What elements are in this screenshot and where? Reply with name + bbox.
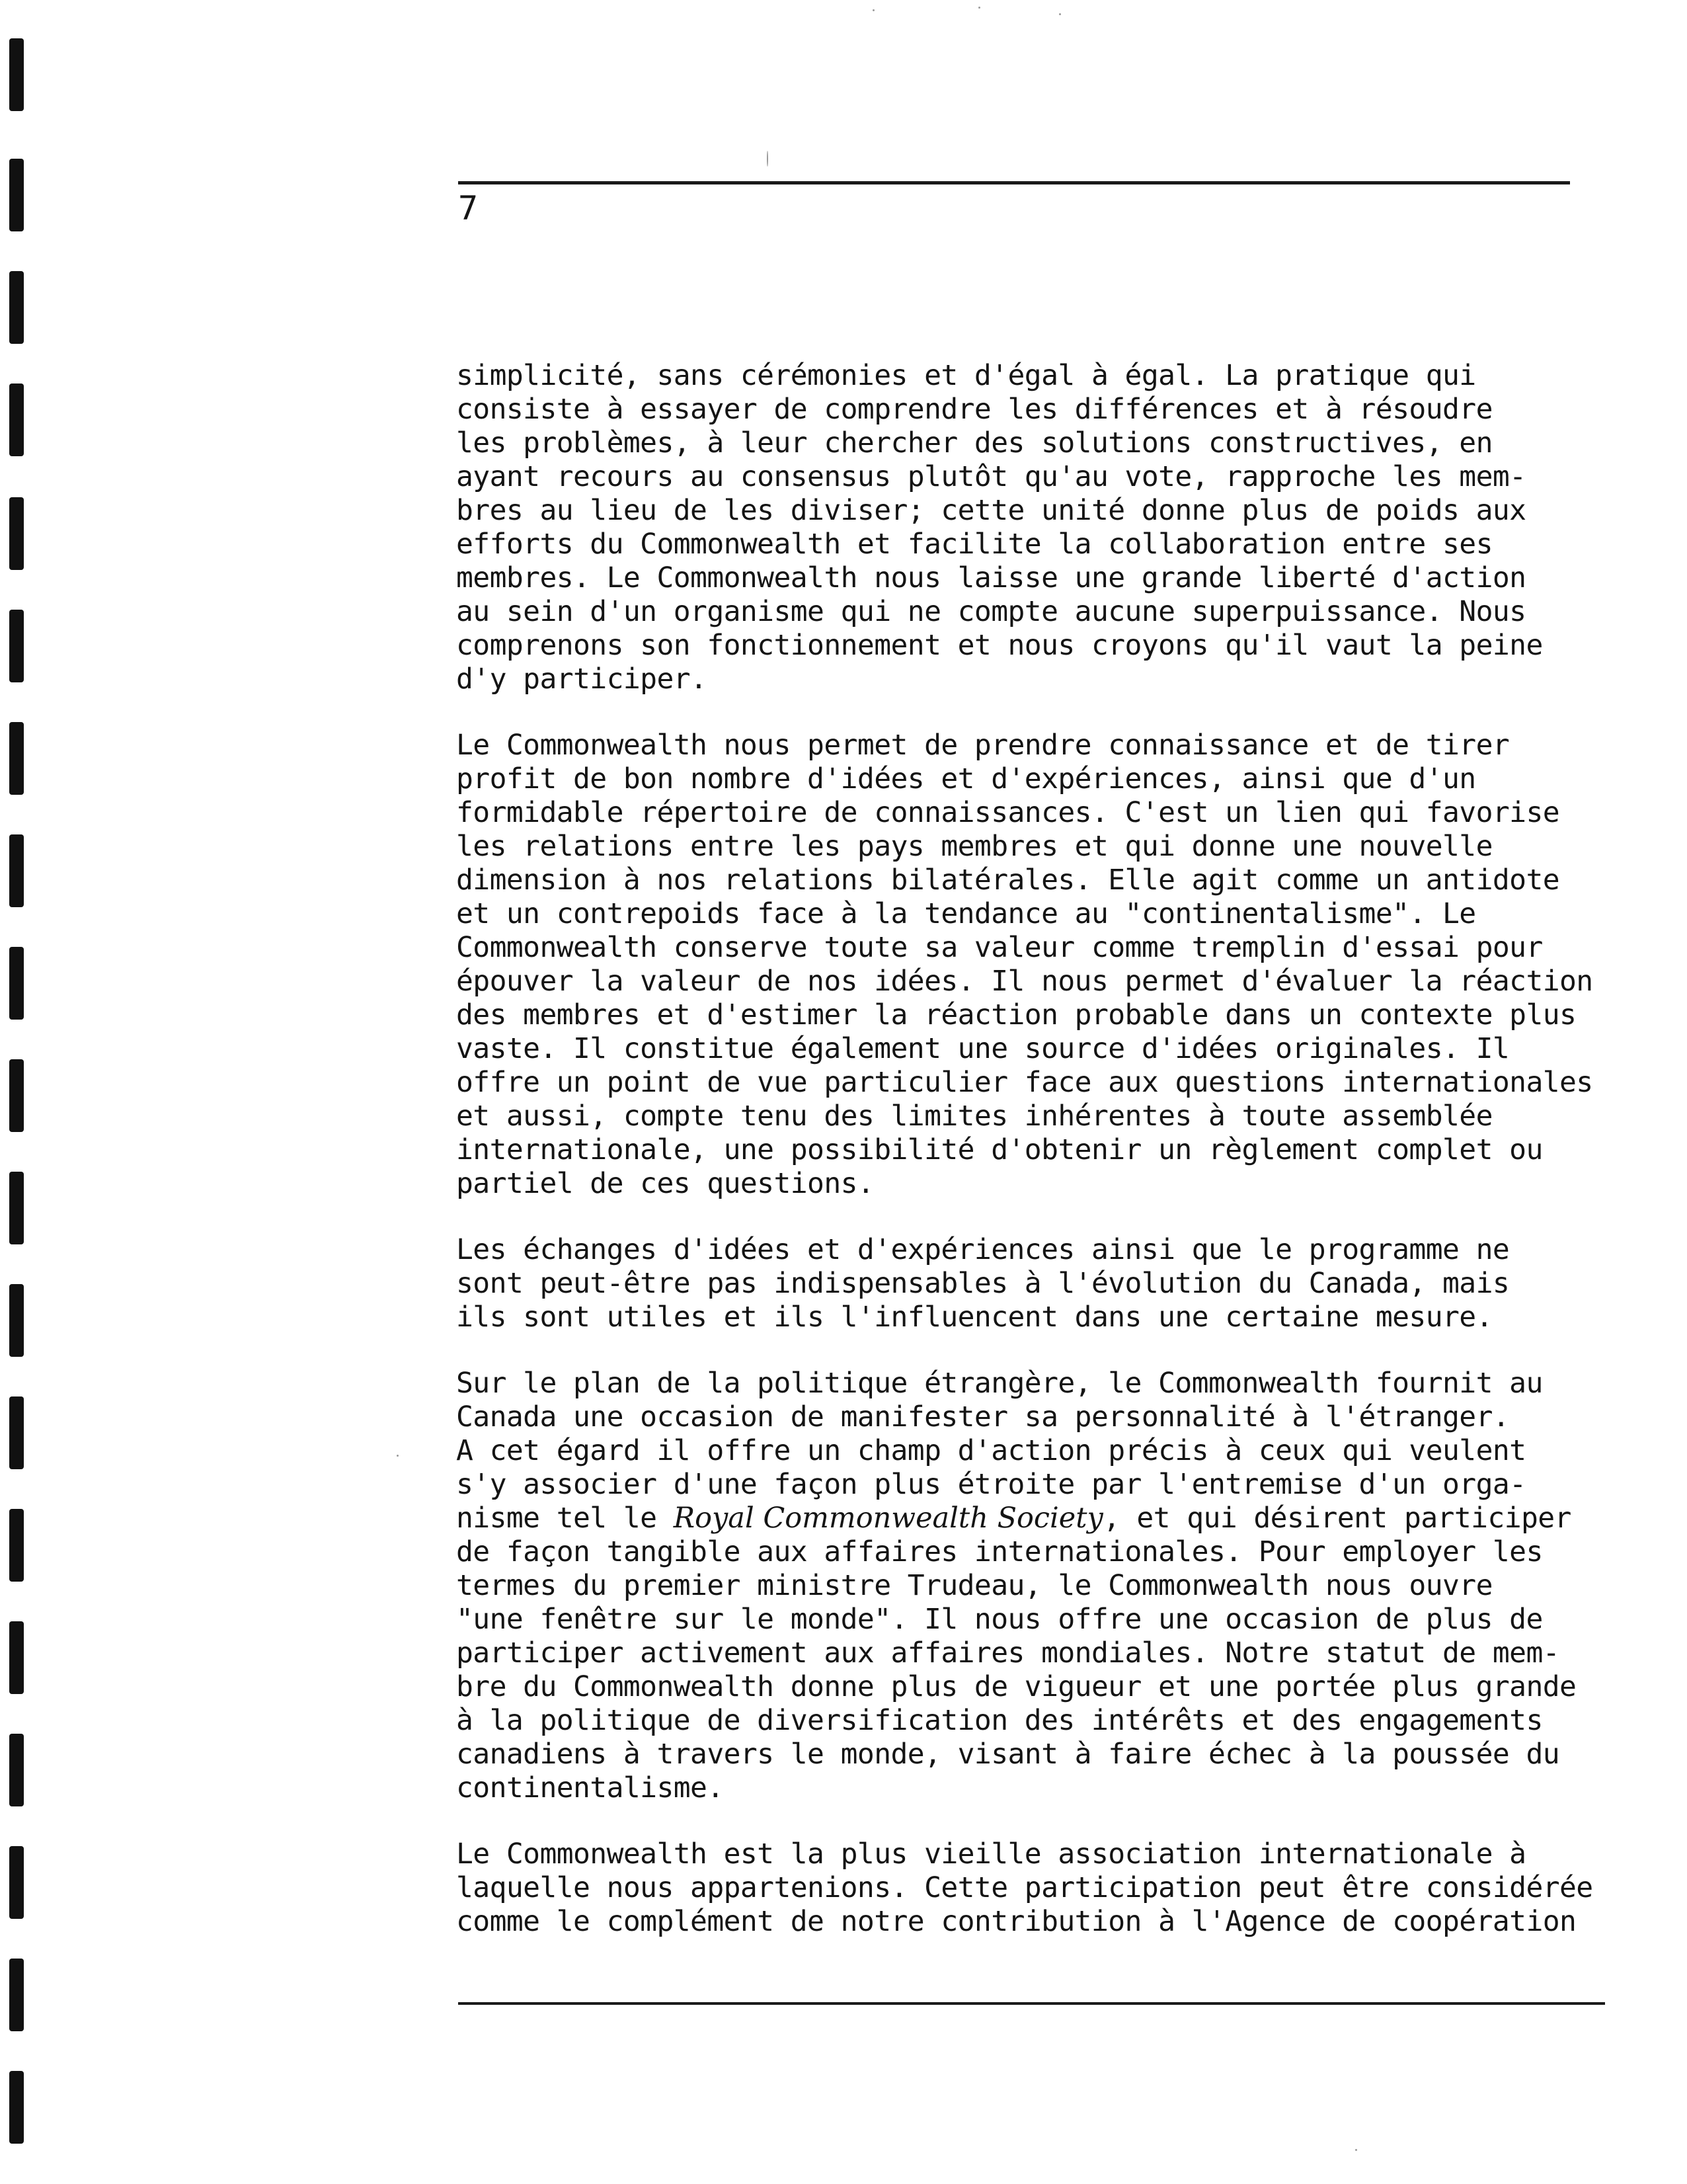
page-number: 7 <box>458 189 479 227</box>
scan-speck <box>1059 13 1061 15</box>
text-line: ayant recours au consensus plutôt qu'au vote, rapproche les mem- <box>456 460 1526 493</box>
text-line: A cet égard il offre un champ d'action précis à ceux qui veulent <box>456 1434 1526 1467</box>
text-segment: , et qui désirent participer <box>1103 1502 1571 1535</box>
paragraph-1 <box>456 359 1646 696</box>
scan-speck <box>873 9 875 11</box>
text-line: participer activement aux affaires mondiales. Notre statut de mem- <box>456 1637 1560 1670</box>
text-line: offre un point de vue particulier face aux questions internationales <box>456 1066 1593 1099</box>
binding-hole <box>9 947 24 1020</box>
text-line: internationale, une possibilité d'obtenir un règlement complet ou <box>456 1133 1543 1166</box>
text-line: simplicité, sans cérémonies et d'égal à égal. La pratique qui <box>456 359 1476 392</box>
paragraph-5 <box>456 1838 1646 1939</box>
text-line: formidable répertoire de connaissances. C'est un lien qui favorise <box>456 796 1560 829</box>
binding-hole <box>9 834 24 907</box>
binding-hole <box>9 38 24 111</box>
scan-speck <box>397 1455 399 1457</box>
text-line: profit de bon nombre d'idées et d'expériences, ainsi que d'un <box>456 762 1476 795</box>
text-line: membres. Le Commonwealth nous laisse une grande liberté d'action <box>456 561 1526 594</box>
text-line: épouver la valeur de nos idées. Il nous permet d'évaluer la réaction <box>456 965 1593 998</box>
binding-hole <box>9 497 24 570</box>
binding-hole <box>9 1059 24 1132</box>
paragraph-3 <box>456 1233 1646 1334</box>
text-line: à la politique de diversification des intérêts et des engagements <box>456 1704 1543 1737</box>
text-line: comprenons son fonctionnement et nous croyons qu'il vaut la peine <box>456 629 1543 662</box>
text-line: s'y associer d'une façon plus étroite par l'entremise d'un orga- <box>456 1468 1526 1501</box>
paragraph-2 <box>456 729 1646 1201</box>
binding-hole <box>9 1621 24 1694</box>
text-line: au sein d'un organisme qui ne compte aucune superpuissance. Nous <box>456 595 1526 628</box>
binding-hole <box>9 271 24 344</box>
binding-hole <box>9 1734 24 1806</box>
body-text <box>456 359 1646 1971</box>
text-line: "une fenêtre sur le monde". Il nous offre une occasion de plus de <box>456 1603 1543 1636</box>
binding-hole <box>9 610 24 682</box>
binding-hole <box>9 722 24 795</box>
text-line: ils sont utiles et ils l'influencent dans une certaine mesure. <box>456 1301 1493 1334</box>
binding-hole <box>9 159 24 231</box>
text-line: canadiens à travers le monde, visant à faire échec à la poussée du <box>456 1738 1560 1771</box>
binding-hole <box>9 1172 24 1244</box>
text-line: consiste à essayer de comprendre les différences et à résoudre <box>456 393 1493 426</box>
header-rule <box>458 181 1570 184</box>
text-line: et aussi, compte tenu des limites inhérentes à toute assemblée <box>456 1100 1493 1133</box>
text-line: Les échanges d'idées et d'expériences ainsi que le programme ne <box>456 1233 1510 1266</box>
scan-speck <box>978 7 980 9</box>
text-segment: nisme tel le <box>456 1502 674 1535</box>
text-line: efforts du Commonwealth et facilite la collaboration entre ses <box>456 528 1493 561</box>
binding-hole <box>9 1284 24 1357</box>
text-line: et un contrepoids face à la tendance au "continentalisme". Le <box>456 897 1476 930</box>
text-line: dimension à nos relations bilatérales. Elle agit comme un antidote <box>456 864 1560 897</box>
text-line: Sur le plan de la politique étrangère, le Commonwealth fournit au <box>456 1367 1543 1400</box>
text-line: comme le complément de notre contribution à l'Agence de coopération <box>456 1905 1577 1938</box>
society-name: Royal Commonwealth Society <box>673 1502 1103 1535</box>
text-line: les relations entre les pays membres et qui donne une nouvelle <box>456 830 1493 863</box>
text-line: vaste. Il constitue également une source d'idées originales. Il <box>456 1032 1510 1065</box>
text-line: bres au lieu de les diviser; cette unité donne plus de poids aux <box>456 494 1526 527</box>
binding-hole <box>9 1509 24 1582</box>
footer-rule <box>458 2002 1605 2005</box>
text-line: sont peut-être pas indispensables à l'évolution du Canada, mais <box>456 1267 1510 1300</box>
text-line: des membres et d'estimer la réaction probable dans un contexte plus <box>456 998 1577 1031</box>
binding-hole <box>9 1959 24 2031</box>
text-line: Canada une occasion de manifester sa personnalité à l'étranger. <box>456 1400 1510 1434</box>
binding-hole <box>9 1846 24 1919</box>
text-line: d'y participer. <box>456 663 707 696</box>
scan-speck <box>1355 2149 1357 2151</box>
binding-hole <box>9 1396 24 1469</box>
text-line: bre du Commonwealth donne plus de vigueur et une portée plus grande <box>456 1670 1577 1703</box>
text-line: Commonwealth conserve toute sa valeur comme tremplin d'essai pour <box>456 931 1543 964</box>
binding-hole <box>9 384 24 456</box>
text-line: continentalisme. <box>456 1771 724 1804</box>
text-line-with-italic <box>456 1502 1646 1535</box>
scan-speck <box>767 151 768 167</box>
binding-hole <box>9 2071 24 2144</box>
paragraph-4 <box>456 1367 1646 1805</box>
text-line: de façon tangible aux affaires internationales. Pour employer les <box>456 1535 1543 1568</box>
text-line: les problèmes, à leur chercher des solutions constructives, en <box>456 426 1493 460</box>
text-line: Le Commonwealth est la plus vieille association internationale à <box>456 1838 1526 1871</box>
text-line: Le Commonwealth nous permet de prendre connaissance et de tirer <box>456 729 1510 762</box>
text-line: laquelle nous appartenions. Cette participation peut être considérée <box>456 1871 1593 1904</box>
text-line: partiel de ces questions. <box>456 1167 875 1200</box>
text-line: termes du premier ministre Trudeau, le Commonwealth nous ouvre <box>456 1569 1493 1602</box>
